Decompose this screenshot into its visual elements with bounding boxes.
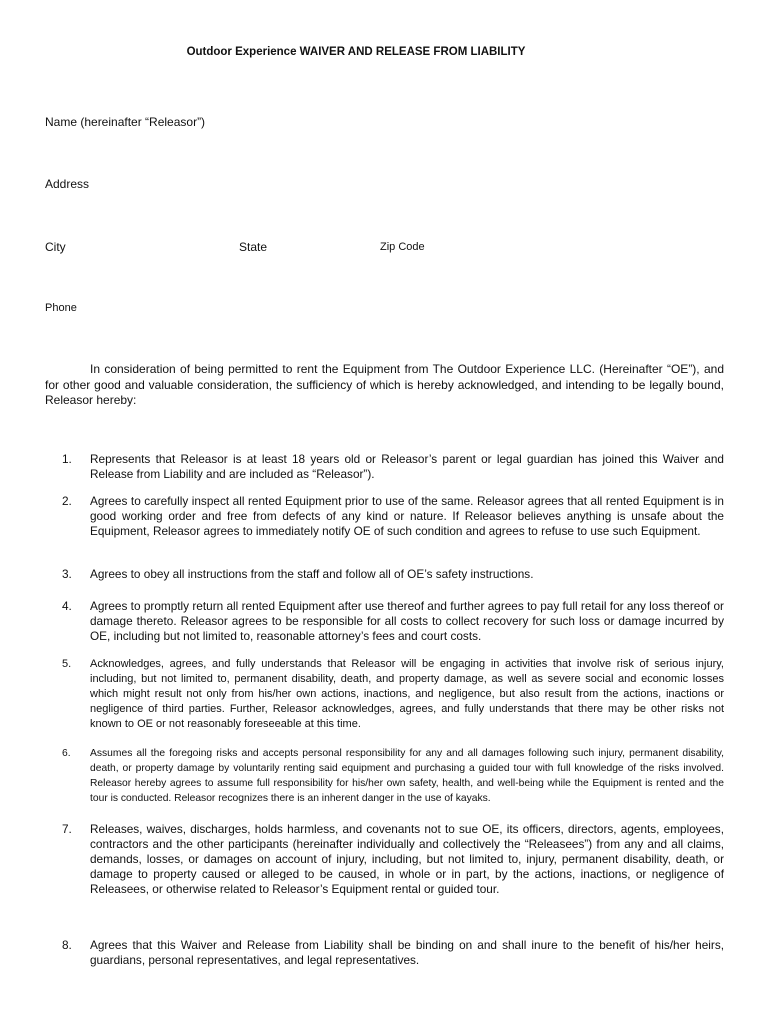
list-item-text: Agrees to obey all instructions from the staff and follow all of OE’s safety instructions. xyxy=(90,567,534,581)
list-item-number: 5. xyxy=(62,658,72,670)
list-item-number: 7. xyxy=(62,822,72,836)
list-item-text: Agrees that this Waiver and Release from Liability shall be binding on and shall inure to the benefit of his/her heirs, guardians, personal representatives, and legal representatives. xyxy=(90,938,724,967)
state-field-label: State xyxy=(239,240,268,254)
list-item xyxy=(62,657,724,732)
list-item xyxy=(62,494,724,539)
list-item xyxy=(62,822,724,897)
list-item-number: 4. xyxy=(62,599,72,613)
intro-paragraph: In consideration of being permitted to rent the Equipment from The Outdoor Experience LLC. (Hereinafter “OE”), and for other good and valuable consideration, the sufficiency of which is hereby acknowledged, and intending to be legally bound, Releasor hereby: xyxy=(45,362,724,407)
list-item-text: Represents that Releasor is at least 18 years old or Releasor’s parent or legal guardian has joined this Waiver and Release from Liability and are included as “Releasor”). xyxy=(90,452,724,481)
list-item-text: Assumes all the foregoing risks and accepts personal responsibility for any and all damages following such injury, permanent disability, death, or property damage by voluntarily renting said equipment and purchasing a guided tour with full knowledge of the risks involved. Releasor hereby agrees to assume full responsibility for his/her own safety, health, and well-being while the Equipment is rented and the tour is conducted. Releasor recognizes there is an inherent danger in the use of kayaks. xyxy=(90,748,724,804)
list-item xyxy=(62,938,724,968)
list-item-text: Agrees to promptly return all rented Equipment after use thereof and further agrees to pay full retail for any loss thereof or damage thereto. Releasor agrees to be responsible for all costs to collect recovery for such loss or damage incurred by OE, including but not limited to, reasonable attorney’s fees and court costs. xyxy=(90,599,724,643)
list-item-number: 8. xyxy=(62,938,72,952)
list-item-number: 1. xyxy=(62,452,72,466)
list-item xyxy=(62,599,724,644)
list-item-number: 2. xyxy=(62,494,72,508)
zip-code-field-label: Zip Code xyxy=(380,241,425,253)
list-item xyxy=(62,452,724,482)
list-item-number: 6. xyxy=(62,748,71,759)
city-field-label: City xyxy=(45,240,66,254)
list-item xyxy=(62,567,724,582)
list-item-number: 3. xyxy=(62,567,72,581)
list-item-text: Releases, waives, discharges, holds harmless, and covenants not to sue OE, its officers, directors, agents, employees, contractors and the other participants (hereinafter individually and collectively the “Releasees”) from any and all claims, demands, losses, or damages on account of injury, including, but not limited to, injury, permanent disability, death, or damage to property caused or alleged to be caused, in whole or in part, by the actions, inactions, or negligence of Releasees, or otherwise related to Releasor’s Equipment rental or guided tour. xyxy=(90,822,724,896)
list-item-text: Agrees to carefully inspect all rented Equipment prior to use of the same. Releasor agrees that all rented Equipment is in good working order and free from defects of any kind or nature. If Releasor believes anything is unsafe about the Equipment, Releasor agrees to immediately notify OE of such condition and agrees to refuse to use such Equipment. xyxy=(90,494,724,538)
phone-field-label: Phone xyxy=(45,302,77,314)
list-item xyxy=(62,746,724,806)
name-field-label: Name (hereinafter “Releasor”) xyxy=(45,115,206,129)
list-item-text: Acknowledges, agrees, and fully understands that Releasor will be engaging in activities that involve risk of serious injury, including, but not limited to, permanent disability, death, and property damage, as well as severe social and economic losses which might result not only from his/her own actions, inactions, and negligence, but also result from the actions, inactions or negligence of third parties. Further, Releasor acknowledges, agrees, and fully understands that there may be other risks not known to OE or not reasonably foreseeable at this time. xyxy=(90,658,724,730)
address-field-label: Address xyxy=(45,177,90,191)
document-title: Outdoor Experience WAIVER AND RELEASE FROM LIABILITY xyxy=(186,46,526,58)
